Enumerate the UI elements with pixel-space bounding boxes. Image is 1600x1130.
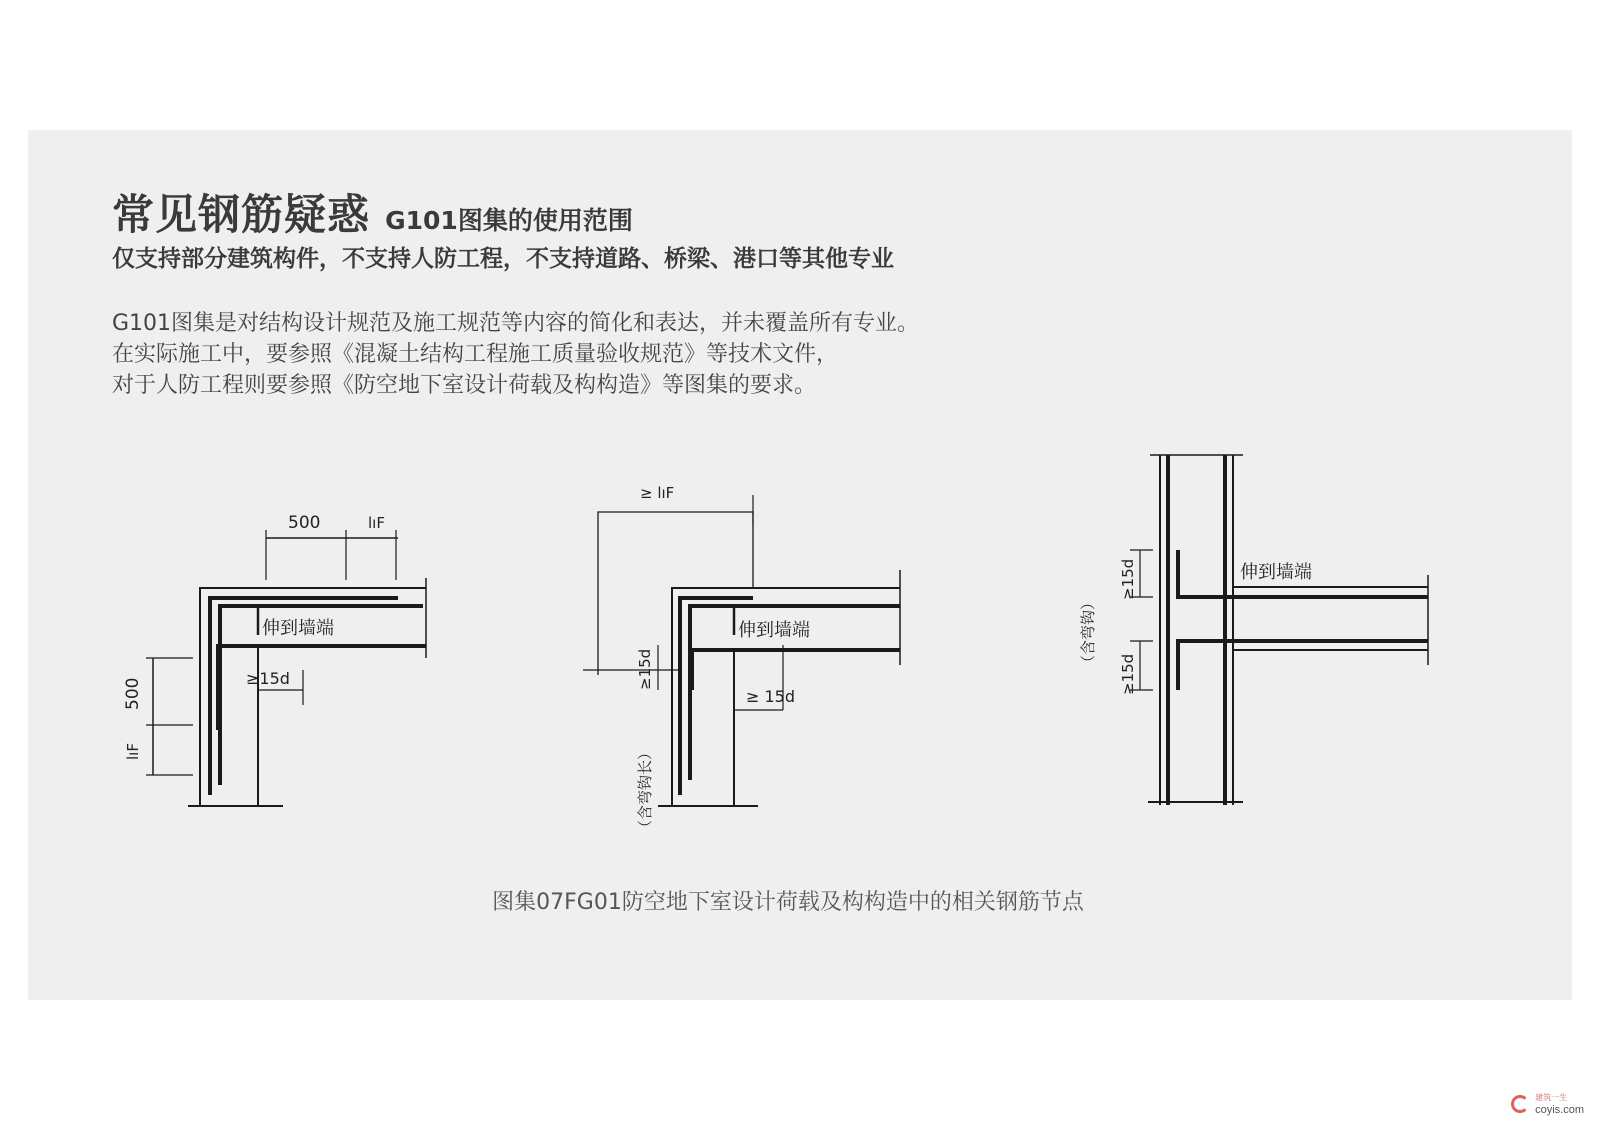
d1-dim-top-1: 500: [288, 513, 321, 533]
d3-dim-15d-bottom: ≥15d: [1119, 653, 1137, 695]
d2-dim-top: ≥ lıF: [640, 484, 675, 502]
page-title: 常见钢筋疑惑: [112, 190, 371, 239]
watermark-bottom: coyis.com: [1535, 1104, 1584, 1116]
d2-dim-15d-bottom: ≥ 15d: [746, 687, 796, 706]
watermark-top: 建筑一生: [1535, 1093, 1568, 1102]
rebar-drawings: [28, 130, 1572, 1000]
content-panel: [28, 130, 1572, 1000]
page-title-suffix: G101图集的使用范围: [385, 206, 633, 235]
d3-label: 伸到墙端: [1240, 562, 1312, 583]
watermark-text: [1535, 1092, 1584, 1116]
drawing-corner-joint: [146, 530, 426, 806]
figure-caption: 图集07FG01防空地下室设计荷载及构构造中的相关钢筋节点: [492, 890, 1084, 915]
d1-dim-left-2: lıF: [124, 743, 142, 760]
d1-dim-left-1: 500: [123, 677, 143, 710]
d2-dim-15d-left: ≥15d: [636, 648, 654, 690]
body-line-2: 在实际施工中，要参照《混凝土结构工程施工质量验收规范》等技术文件，: [112, 342, 839, 367]
subheading: 仅支持部分建筑构件，不支持人防工程，不支持道路、桥梁、港口等其他专业: [112, 246, 894, 272]
body-line-1: G101图集是对结构设计规范及施工规范等内容的简化和表达，并未覆盖所有专业。: [112, 311, 920, 336]
body-line-3: 对于人防工程则要参照《防空地下室设计荷载及构构造》等图集的要求。: [112, 373, 817, 398]
logo-icon: [1511, 1095, 1529, 1113]
drawing-t-joint: [1130, 455, 1428, 805]
d2-label: 伸到墙端: [738, 620, 810, 641]
drawing-corner-hook: [583, 495, 900, 806]
d3-note: （含弯钩）: [1079, 594, 1097, 670]
d1-dim-15d: ≥15d: [246, 669, 290, 688]
d1-dim-top-2: lıF: [368, 514, 385, 532]
d1-label: 伸到墙端: [262, 618, 334, 639]
d3-dim-15d-top: ≥15d: [1119, 558, 1137, 600]
d2-note: （含弯钩长）: [636, 744, 654, 835]
watermark: [1511, 1092, 1584, 1116]
